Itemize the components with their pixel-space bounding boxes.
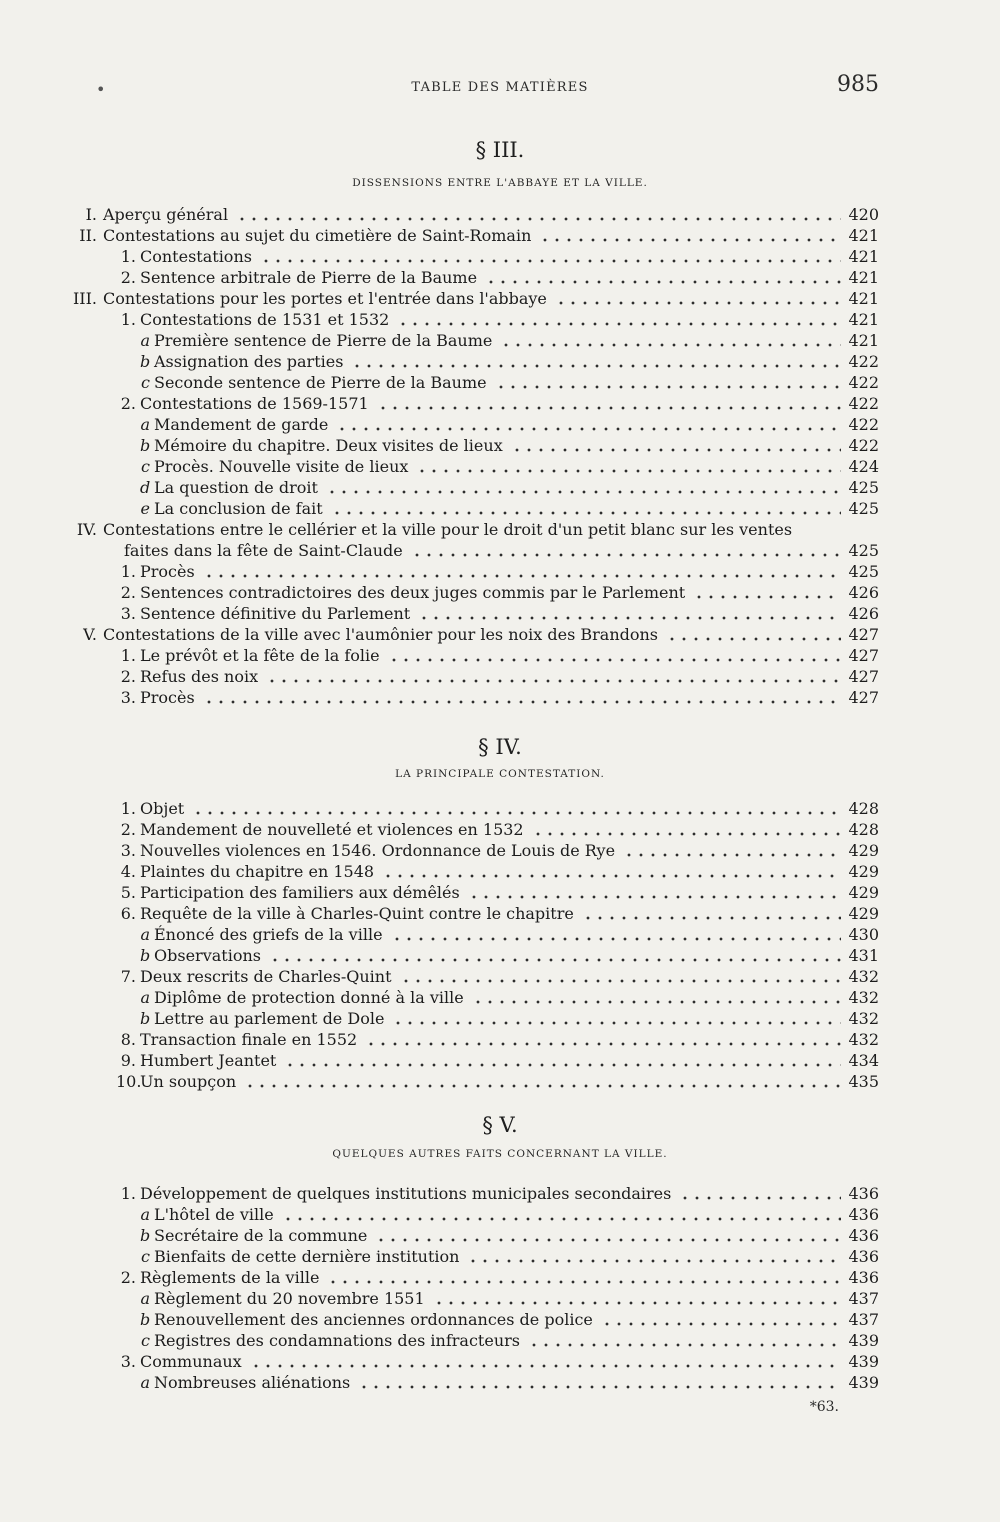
toc-entry-number: 2. bbox=[120, 268, 136, 287]
toc-entry-number: 10. bbox=[116, 1072, 142, 1091]
toc-entry-page: 434 bbox=[848, 1051, 879, 1070]
toc-entry-number: a bbox=[140, 1205, 150, 1224]
toc-entry bbox=[0, 666, 1000, 687]
toc-entry-page: 429 bbox=[848, 883, 879, 902]
dot-leader bbox=[666, 637, 841, 641]
toc-entry-title: Contestations de 1569-1571 bbox=[140, 394, 369, 413]
toc-entry-number: c bbox=[141, 457, 150, 476]
dot-leader bbox=[391, 937, 841, 941]
toc-entry-page: 425 bbox=[848, 499, 879, 518]
toc-entry-title: Première sentence de Pierre de la Baume bbox=[154, 331, 493, 350]
toc-entry-title: Un soupçon bbox=[140, 1072, 237, 1091]
toc-entry bbox=[0, 1267, 1000, 1288]
toc-entry-title: Règlements de la ville bbox=[140, 1268, 320, 1287]
toc-entry-page: 421 bbox=[848, 289, 879, 308]
toc-entry bbox=[0, 1330, 1000, 1351]
dot-leader bbox=[365, 1042, 841, 1046]
toc-entry-number: 2. bbox=[120, 1268, 136, 1287]
toc-entry-title: Bienfaits de cette dernière institution bbox=[154, 1247, 460, 1266]
dot-leader bbox=[472, 1000, 841, 1004]
toc-entry-title: Mémoire du chapitre. Deux visites de lieux bbox=[154, 436, 503, 455]
toc-entry-page: 425 bbox=[848, 478, 879, 497]
toc-entry bbox=[0, 372, 1000, 393]
toc-entry-title: faites dans la fête de Saint-Claude bbox=[124, 541, 403, 560]
page-number: 985 bbox=[837, 72, 879, 97]
toc-entry-number: b bbox=[140, 1310, 151, 1329]
toc-entry bbox=[0, 288, 1000, 309]
dot-leader bbox=[418, 616, 841, 620]
dot-leader bbox=[397, 322, 841, 326]
dot-leader bbox=[192, 811, 841, 815]
dot-leader bbox=[411, 553, 841, 557]
toc-entry-page: 427 bbox=[848, 667, 879, 686]
section-subtitle-iii: DISSENSIONS ENTRE L'ABBAYE ET LA VILLE. bbox=[352, 177, 648, 189]
toc-entry-number: b bbox=[140, 352, 151, 371]
toc-entry-number: 2. bbox=[120, 394, 136, 413]
toc-entry-page: 421 bbox=[848, 268, 879, 287]
toc-entry-number: 2. bbox=[120, 583, 136, 602]
toc-entry bbox=[0, 645, 1000, 666]
toc-entry-number: II. bbox=[79, 226, 97, 245]
toc-entry-page: 427 bbox=[848, 688, 879, 707]
toc-entry-title: Diplôme de protection donné à la ville bbox=[154, 988, 464, 1007]
toc-entry-number: 1. bbox=[120, 562, 136, 581]
toc-entry bbox=[0, 798, 1000, 819]
toc-entry-number: 1. bbox=[120, 646, 136, 665]
toc-entry bbox=[0, 924, 1000, 945]
toc-entry bbox=[0, 225, 1000, 246]
dot-leader bbox=[284, 1063, 841, 1067]
dot-leader bbox=[392, 1021, 841, 1025]
dot-leader bbox=[266, 679, 841, 683]
toc-entry-title: Nombreuses aliénations bbox=[154, 1373, 351, 1392]
toc-entry-number: b bbox=[140, 436, 151, 455]
dot-leader bbox=[416, 469, 841, 473]
toc-entry-page: 422 bbox=[848, 373, 879, 392]
dot-leader bbox=[327, 1280, 841, 1284]
toc-entry bbox=[0, 1288, 1000, 1309]
toc-entry-page: 432 bbox=[848, 967, 879, 986]
toc-entry-number: 1. bbox=[120, 1184, 136, 1203]
toc-entry bbox=[0, 840, 1000, 861]
toc-entry-page: 422 bbox=[848, 415, 879, 434]
toc-entry bbox=[0, 1029, 1000, 1050]
toc-entry-title: Lettre au parlement de Dole bbox=[154, 1009, 385, 1028]
toc-entry-title: Mandement de nouvelleté et violences en 1532 bbox=[140, 820, 524, 839]
toc-entry-title: Procès bbox=[140, 562, 195, 581]
toc-entry-number: 1. bbox=[120, 799, 136, 818]
toc-entry-page: 425 bbox=[848, 541, 879, 560]
toc-entry-page: 429 bbox=[848, 904, 879, 923]
toc-entry bbox=[0, 861, 1000, 882]
toc-entry bbox=[0, 1071, 1000, 1092]
toc-entry bbox=[0, 582, 1000, 603]
toc-entry-number: 3. bbox=[120, 688, 136, 707]
toc-entry-title: La conclusion de fait bbox=[154, 499, 323, 518]
toc-entry-number: 8. bbox=[120, 1030, 136, 1049]
toc-entry-number: b bbox=[140, 1009, 151, 1028]
toc-entry-page: 436 bbox=[848, 1184, 879, 1203]
toc-entry bbox=[0, 603, 1000, 624]
toc-entry-page: 428 bbox=[848, 799, 879, 818]
toc-entry-title: La question de droit bbox=[154, 478, 318, 497]
toc-entry-number: 6. bbox=[120, 904, 136, 923]
toc-entry-title: Contestations entre le cellérier et la ville pour le droit d'un petit blanc sur les ventes bbox=[103, 520, 793, 539]
toc-entry-title: Contestations de la ville avec l'aumônier pour les noix des Brandons bbox=[103, 625, 659, 644]
toc-entry bbox=[0, 393, 1000, 414]
dot-leader bbox=[495, 385, 841, 389]
toc-entry-page: 429 bbox=[848, 862, 879, 881]
toc-entry bbox=[0, 945, 1000, 966]
toc-entry-page: 425 bbox=[848, 562, 879, 581]
toc-entry-number: 3. bbox=[120, 1352, 136, 1371]
dot-leader bbox=[693, 595, 841, 599]
toc-entry-number: c bbox=[141, 373, 150, 392]
dot-leader bbox=[351, 364, 841, 368]
toc-entry-title: Aperçu général bbox=[103, 205, 229, 224]
toc-entry bbox=[0, 498, 1000, 519]
dot-leader bbox=[336, 427, 841, 431]
dot-leader bbox=[679, 1196, 841, 1200]
toc-entry-page: 432 bbox=[848, 1030, 879, 1049]
dot-leader bbox=[331, 511, 841, 515]
dot-leader bbox=[358, 1385, 841, 1389]
toc-entry-title: Contestations bbox=[140, 247, 252, 266]
dot-leader bbox=[260, 259, 841, 263]
dot-leader bbox=[433, 1301, 841, 1305]
toc-entry bbox=[0, 882, 1000, 903]
toc-entry bbox=[0, 246, 1000, 267]
toc-entry bbox=[0, 1050, 1000, 1071]
section-subtitle-iv: LA PRINCIPALE CONTESTATION. bbox=[395, 768, 605, 780]
toc-entry bbox=[0, 966, 1000, 987]
dot-leader bbox=[601, 1322, 841, 1326]
toc-entry-number: b bbox=[140, 1226, 151, 1245]
toc-entry-title: Développement de quelques institutions municipales secondaires bbox=[140, 1184, 672, 1203]
toc-entry-number: e bbox=[140, 499, 150, 518]
toc-entry-page: 436 bbox=[848, 1226, 879, 1245]
toc-entry-title: L'hôtel de ville bbox=[154, 1205, 274, 1224]
toc-entry bbox=[0, 1309, 1000, 1330]
toc-entry-title: Secrétaire de la commune bbox=[154, 1226, 368, 1245]
dot-leader bbox=[203, 574, 841, 578]
dot-leader bbox=[500, 343, 841, 347]
toc-entry-title: Énoncé des griefs de la ville bbox=[154, 925, 383, 944]
toc-entry bbox=[0, 456, 1000, 477]
toc-entry-page: 421 bbox=[848, 331, 879, 350]
toc-entry bbox=[0, 1246, 1000, 1267]
toc-entry-page: 436 bbox=[848, 1247, 879, 1266]
toc-entry bbox=[0, 477, 1000, 498]
toc-entry bbox=[0, 1204, 1000, 1225]
toc-entry-title: Le prévôt et la fête de la folie bbox=[140, 646, 380, 665]
toc-entry-title: Procès bbox=[140, 688, 195, 707]
toc-entry-page: 426 bbox=[848, 604, 879, 623]
dot-leader bbox=[582, 916, 841, 920]
dot-leader bbox=[282, 1217, 841, 1221]
toc-entry-title: Humbert Jeantet bbox=[140, 1051, 277, 1070]
header-dot: • bbox=[96, 80, 106, 99]
dot-leader bbox=[539, 238, 841, 242]
toc-entry bbox=[0, 1008, 1000, 1029]
toc-entry-title: Sentence arbitrale de Pierre de la Baume bbox=[140, 268, 478, 287]
dot-leader bbox=[236, 217, 841, 221]
toc-entry-number: a bbox=[140, 1373, 150, 1392]
toc-entry-page: 429 bbox=[848, 841, 879, 860]
toc-entry-number: a bbox=[140, 988, 150, 1007]
dot-leader bbox=[468, 895, 841, 899]
running-title: TABLE DES MATIÈRES bbox=[411, 80, 589, 95]
toc-entry-page: 436 bbox=[848, 1205, 879, 1224]
dot-leader bbox=[528, 1343, 841, 1347]
toc-entry-number: c bbox=[141, 1331, 150, 1350]
dot-leader bbox=[532, 832, 841, 836]
toc-entry-page: 432 bbox=[848, 1009, 879, 1028]
toc-entry-number: 3. bbox=[120, 841, 136, 860]
toc-entry bbox=[0, 435, 1000, 456]
toc-entry-number: a bbox=[140, 331, 150, 350]
toc-entry bbox=[0, 1225, 1000, 1246]
toc-entry-page: 422 bbox=[848, 352, 879, 371]
dot-leader bbox=[555, 301, 841, 305]
toc-entry bbox=[0, 519, 1000, 540]
toc-entry-title: Registres des condamnations des infracteurs bbox=[154, 1331, 520, 1350]
dot-leader bbox=[203, 700, 841, 704]
toc-entry-number: 2. bbox=[120, 667, 136, 686]
dot-leader bbox=[623, 853, 841, 857]
toc-entry-number: 1. bbox=[120, 310, 136, 329]
toc-entry-page: 421 bbox=[848, 247, 879, 266]
toc-entry-title: Contestations au sujet du cimetière de Saint-Romain bbox=[103, 226, 532, 245]
toc-entry-title: Contestations de 1531 et 1532 bbox=[140, 310, 390, 329]
toc-entry bbox=[0, 561, 1000, 582]
toc-entry-page: 432 bbox=[848, 988, 879, 1007]
toc-entry-page: 439 bbox=[848, 1352, 879, 1371]
dot-leader bbox=[244, 1084, 841, 1088]
toc-entry-page: 430 bbox=[848, 925, 879, 944]
toc-entry bbox=[0, 309, 1000, 330]
toc-entry-title: Requête de la ville à Charles-Quint contre le chapitre bbox=[140, 904, 574, 923]
toc-entry-number: III. bbox=[72, 289, 97, 308]
toc-entry-page: 422 bbox=[848, 394, 879, 413]
signature-mark: *63. bbox=[809, 1399, 839, 1415]
toc-entry-page: 422 bbox=[848, 436, 879, 455]
toc-entry-page: 439 bbox=[848, 1373, 879, 1392]
toc-entry-title: Assignation des parties bbox=[154, 352, 344, 371]
toc-entry-number: V. bbox=[83, 625, 97, 644]
toc-entry-number: a bbox=[140, 925, 150, 944]
toc-entry-number: 7. bbox=[120, 967, 136, 986]
dot-leader bbox=[326, 490, 841, 494]
toc-entry bbox=[0, 987, 1000, 1008]
toc-entry bbox=[0, 1351, 1000, 1372]
toc-entry-number: 9. bbox=[120, 1051, 136, 1070]
toc-entry-title: Transaction finale en 1552 bbox=[140, 1030, 358, 1049]
toc-entry-page: 421 bbox=[848, 226, 879, 245]
toc-entry-number: b bbox=[140, 946, 151, 965]
toc-entry-number: 2. bbox=[120, 820, 136, 839]
toc-entry-title: Sentences contradictoires des deux juges commis par le Parlement bbox=[140, 583, 686, 602]
toc-entry-page: 427 bbox=[848, 646, 879, 665]
toc-entry-number: c bbox=[141, 1247, 150, 1266]
toc-entry bbox=[0, 204, 1000, 225]
toc-entry-page: 428 bbox=[848, 820, 879, 839]
dot-leader bbox=[511, 448, 841, 452]
toc-entry-title: Mandement de garde bbox=[154, 415, 329, 434]
toc-entry-page: 436 bbox=[848, 1268, 879, 1287]
toc-entry bbox=[0, 414, 1000, 435]
toc-entry-page: 437 bbox=[848, 1310, 879, 1329]
toc-entry-page: 431 bbox=[848, 946, 879, 965]
toc-entry-number: IV. bbox=[76, 520, 97, 539]
toc-entry-title: Participation des familiers aux démêlés bbox=[140, 883, 460, 902]
toc-entry-number: d bbox=[140, 478, 151, 497]
dot-leader bbox=[269, 958, 841, 962]
toc-entry-number: I. bbox=[85, 205, 97, 224]
toc-entry bbox=[0, 330, 1000, 351]
toc-entry-title: Objet bbox=[140, 799, 185, 818]
toc-entry-page: 435 bbox=[848, 1072, 879, 1091]
dot-leader bbox=[250, 1364, 841, 1368]
toc-entry bbox=[0, 267, 1000, 288]
toc-entry-page: 421 bbox=[848, 310, 879, 329]
toc-entry-title: Renouvellement des anciennes ordonnances de police bbox=[154, 1310, 593, 1329]
toc-entry bbox=[0, 903, 1000, 924]
toc-entry-page: 439 bbox=[848, 1331, 879, 1350]
toc-entry bbox=[0, 687, 1000, 708]
toc-entry-title: Procès. Nouvelle visite de lieux bbox=[154, 457, 409, 476]
toc-entry-title: Sentence définitive du Parlement bbox=[140, 604, 411, 623]
toc-entry-title: Contestations pour les portes et l'entrée dans l'abbaye bbox=[103, 289, 547, 308]
toc-entry bbox=[0, 1372, 1000, 1393]
toc-entry-title: Nouvelles violences en 1546. Ordonnance de Louis de Rye bbox=[140, 841, 616, 860]
toc-entry-page: 427 bbox=[848, 625, 879, 644]
toc-entry-page: 424 bbox=[848, 457, 879, 476]
toc-entry-title: Deux rescrits de Charles-Quint bbox=[140, 967, 392, 986]
toc-entry-title: Observations bbox=[154, 946, 261, 965]
toc-entry-number: 4. bbox=[120, 862, 136, 881]
toc-entry-number: a bbox=[140, 1289, 150, 1308]
toc-entry-title: Communaux bbox=[140, 1352, 242, 1371]
toc-entry bbox=[0, 1183, 1000, 1204]
toc-entry-number: a bbox=[140, 415, 150, 434]
dot-leader bbox=[400, 979, 842, 983]
section-title-v: § V. bbox=[482, 1113, 518, 1137]
toc-entry-number: 3. bbox=[120, 604, 136, 623]
section-title-iv: § IV. bbox=[478, 735, 522, 759]
toc-entry-page: 420 bbox=[848, 205, 879, 224]
toc-entry-page: 437 bbox=[848, 1289, 879, 1308]
dot-leader bbox=[375, 1238, 841, 1242]
toc-entry-title: Seconde sentence de Pierre de la Baume bbox=[154, 373, 487, 392]
toc-entry-title: Règlement du 20 novembre 1551 bbox=[154, 1289, 425, 1308]
toc-entry bbox=[0, 540, 1000, 561]
toc-entry bbox=[0, 624, 1000, 645]
dot-leader bbox=[485, 280, 841, 284]
section-subtitle-v: QUELQUES AUTRES FAITS CONCERNANT LA VILLE. bbox=[332, 1148, 668, 1160]
toc-entry-number: 5. bbox=[120, 883, 136, 902]
toc-entry-title: Refus des noix bbox=[140, 667, 259, 686]
section-title-iii: § III. bbox=[475, 138, 525, 162]
dot-leader bbox=[377, 406, 841, 410]
toc-entry-title: Plaintes du chapitre en 1548 bbox=[140, 862, 375, 881]
dot-leader bbox=[382, 874, 841, 878]
toc-entry bbox=[0, 819, 1000, 840]
toc-entry bbox=[0, 351, 1000, 372]
toc-entry-number: 1. bbox=[120, 247, 136, 266]
toc-entry-page: 426 bbox=[848, 583, 879, 602]
dot-leader bbox=[467, 1259, 841, 1263]
dot-leader bbox=[388, 658, 841, 662]
